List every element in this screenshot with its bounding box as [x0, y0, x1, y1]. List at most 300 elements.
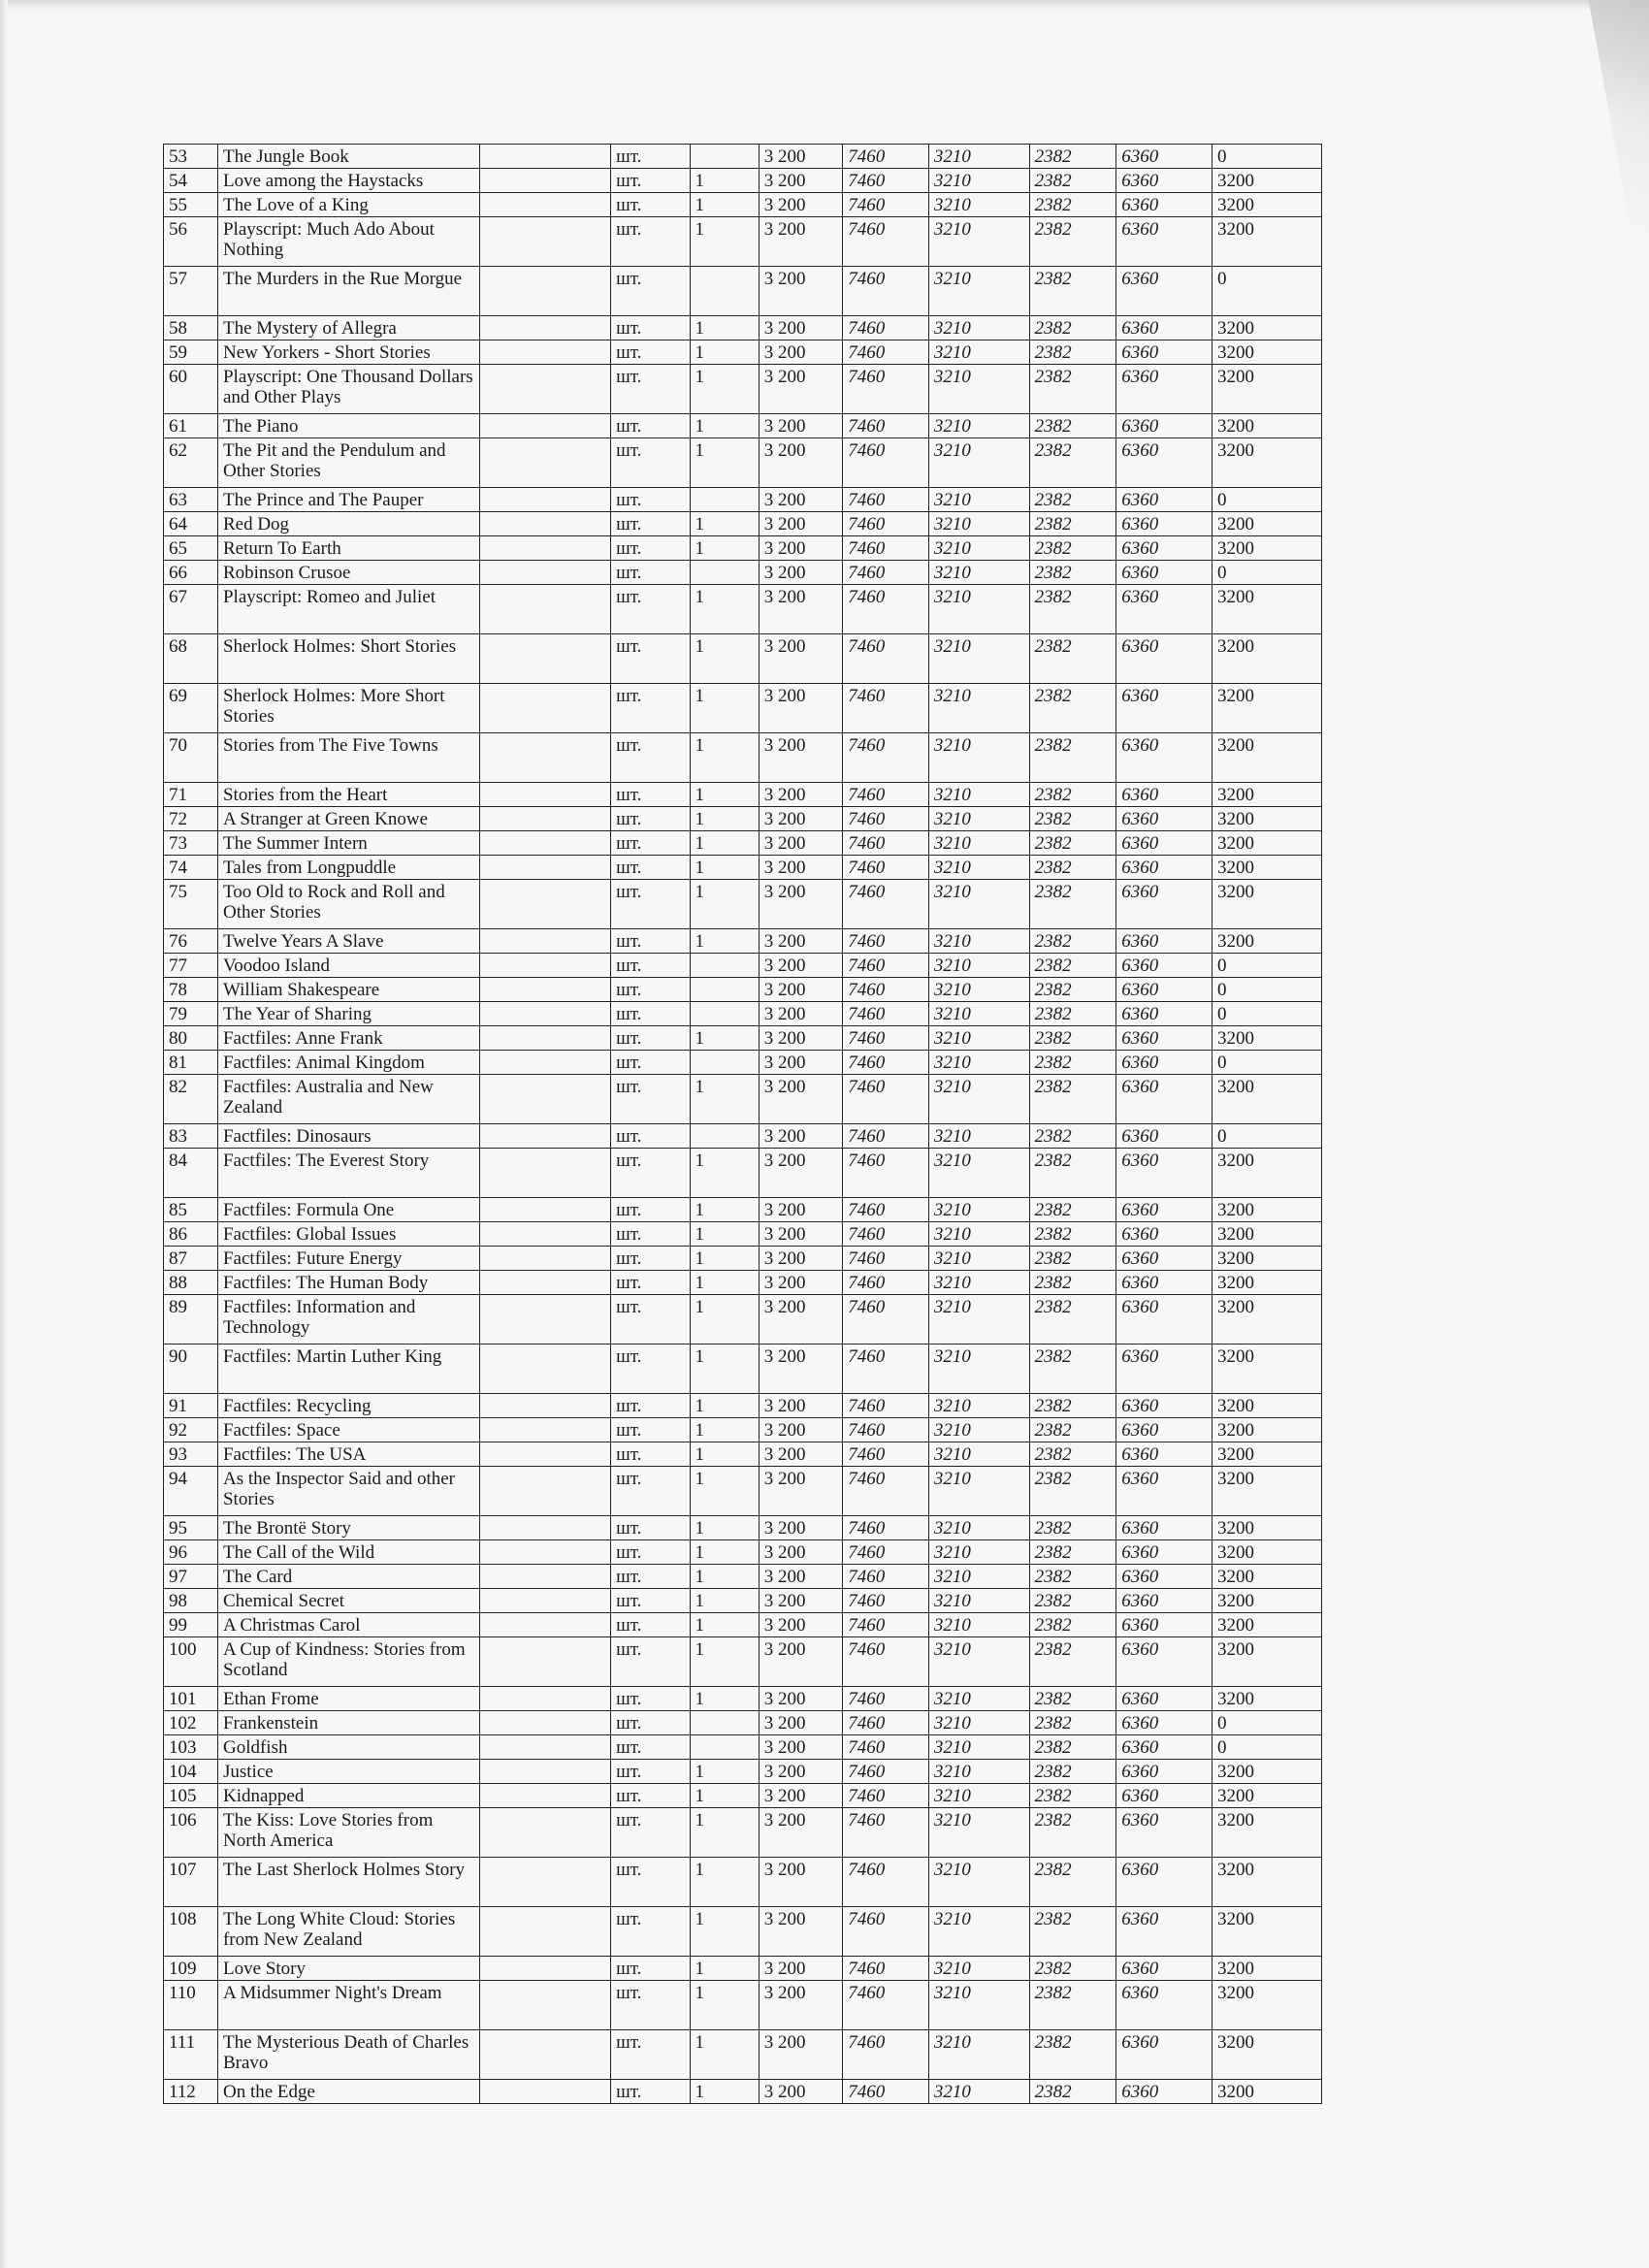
total-cell: 3200: [1212, 856, 1321, 880]
title-cell: Too Old to Rock and Roll and Other Stories: [217, 880, 479, 929]
price-cell: 3 200: [759, 1589, 843, 1613]
total-cell: 3200: [1212, 1222, 1321, 1247]
table-row: [164, 1760, 1322, 1784]
row-number-cell: 100: [164, 1637, 218, 1687]
empty-cell: [479, 1760, 610, 1784]
empty-cell: [479, 561, 610, 585]
value-3-cell: 2382: [1029, 340, 1116, 365]
price-cell: 3 200: [759, 512, 843, 536]
quantity-cell: 1: [690, 1516, 759, 1540]
row-number-cell: 56: [164, 217, 218, 267]
title-cell: Factfiles: Global Issues: [217, 1222, 479, 1247]
row-number-cell: 53: [164, 145, 218, 169]
table-row: [164, 193, 1322, 217]
value-3-cell: 2382: [1029, 1418, 1116, 1442]
value-3-cell: 2382: [1029, 831, 1116, 856]
title-cell: The Murders in the Rue Morgue: [217, 267, 479, 316]
value-3-cell: 2382: [1029, 1858, 1116, 1907]
title-cell: Stories from The Five Towns: [217, 733, 479, 783]
empty-cell: [479, 1345, 610, 1394]
total-cell: 3200: [1212, 193, 1321, 217]
title-cell: Playscript: Romeo and Juliet: [217, 585, 479, 634]
total-cell: 3200: [1212, 1760, 1321, 1784]
empty-cell: [479, 1735, 610, 1760]
table-row: [164, 414, 1322, 438]
title-cell: Stories from the Heart: [217, 783, 479, 807]
value-2-cell: 3210: [928, 1760, 1029, 1784]
value-2-cell: 3210: [928, 1784, 1029, 1808]
value-3-cell: 2382: [1029, 1687, 1116, 1711]
row-number-cell: 105: [164, 1784, 218, 1808]
unit-cell: шт.: [611, 783, 690, 807]
value-3-cell: 2382: [1029, 512, 1116, 536]
unit-cell: шт.: [611, 880, 690, 929]
table-row: [164, 880, 1322, 929]
empty-cell: [479, 585, 610, 634]
table-row: [164, 1271, 1322, 1295]
value-1-cell: 7460: [843, 488, 929, 512]
title-cell: Playscript: Much Ado About Nothing: [217, 217, 479, 267]
price-cell: 3 200: [759, 978, 843, 1002]
value-3-cell: 2382: [1029, 1198, 1116, 1222]
title-cell: Robinson Crusoe: [217, 561, 479, 585]
title-cell: Factfiles: Information and Technology: [217, 1295, 479, 1345]
value-2-cell: 3210: [928, 1516, 1029, 1540]
quantity-cell: 1: [690, 880, 759, 929]
price-cell: 3 200: [759, 365, 843, 414]
title-cell: Voodoo Island: [217, 954, 479, 978]
row-number-cell: 76: [164, 929, 218, 954]
unit-cell: шт.: [611, 856, 690, 880]
title-cell: The Summer Intern: [217, 831, 479, 856]
value-4-cell: 6360: [1116, 880, 1212, 929]
value-3-cell: 2382: [1029, 1907, 1116, 1957]
title-cell: The Mystery of Allegra: [217, 316, 479, 340]
value-1-cell: 7460: [843, 512, 929, 536]
value-2-cell: 3210: [928, 1565, 1029, 1589]
total-cell: 3200: [1212, 2080, 1321, 2104]
table-row: [164, 1442, 1322, 1467]
price-cell: 3 200: [759, 2080, 843, 2104]
price-cell: 3 200: [759, 1442, 843, 1467]
row-number-cell: 95: [164, 1516, 218, 1540]
value-2-cell: 3210: [928, 1222, 1029, 1247]
title-cell: The Jungle Book: [217, 145, 479, 169]
value-4-cell: 6360: [1116, 1711, 1212, 1735]
price-cell: 3 200: [759, 1687, 843, 1711]
value-2-cell: 3210: [928, 856, 1029, 880]
value-4-cell: 6360: [1116, 1247, 1212, 1271]
title-cell: Twelve Years A Slave: [217, 929, 479, 954]
quantity-cell: 1: [690, 831, 759, 856]
row-number-cell: 90: [164, 1345, 218, 1394]
total-cell: 0: [1212, 978, 1321, 1002]
empty-cell: [479, 929, 610, 954]
price-cell: 3 200: [759, 733, 843, 783]
value-4-cell: 6360: [1116, 1026, 1212, 1051]
quantity-cell: 1: [690, 1149, 759, 1198]
price-cell: 3 200: [759, 1051, 843, 1075]
value-1-cell: 7460: [843, 1002, 929, 1026]
row-number-cell: 112: [164, 2080, 218, 2104]
table-row: [164, 1295, 1322, 1345]
total-cell: 3200: [1212, 1589, 1321, 1613]
price-cell: 3 200: [759, 1957, 843, 1981]
value-1-cell: 7460: [843, 1222, 929, 1247]
row-number-cell: 69: [164, 684, 218, 733]
value-4-cell: 6360: [1116, 1467, 1212, 1516]
unit-cell: шт.: [611, 2080, 690, 2104]
total-cell: 3200: [1212, 1540, 1321, 1565]
row-number-cell: 61: [164, 414, 218, 438]
value-3-cell: 2382: [1029, 365, 1116, 414]
unit-cell: шт.: [611, 807, 690, 831]
title-cell: Tales from Longpuddle: [217, 856, 479, 880]
value-1-cell: 7460: [843, 1075, 929, 1124]
price-cell: 3 200: [759, 1467, 843, 1516]
value-4-cell: 6360: [1116, 169, 1212, 193]
empty-cell: [479, 1075, 610, 1124]
value-4-cell: 6360: [1116, 1565, 1212, 1589]
value-4-cell: 6360: [1116, 340, 1212, 365]
value-3-cell: 2382: [1029, 414, 1116, 438]
total-cell: 3200: [1212, 365, 1321, 414]
value-1-cell: 7460: [843, 1247, 929, 1271]
table-row: [164, 831, 1322, 856]
value-4-cell: 6360: [1116, 365, 1212, 414]
value-2-cell: 3210: [928, 1075, 1029, 1124]
quantity-cell: 1: [690, 316, 759, 340]
quantity-cell: 1: [690, 2080, 759, 2104]
price-cell: 3 200: [759, 561, 843, 585]
empty-cell: [479, 414, 610, 438]
row-number-cell: 77: [164, 954, 218, 978]
value-2-cell: 3210: [928, 954, 1029, 978]
value-4-cell: 6360: [1116, 193, 1212, 217]
title-cell: A Stranger at Green Knowe: [217, 807, 479, 831]
value-2-cell: 3210: [928, 1858, 1029, 1907]
quantity-cell: 1: [690, 1981, 759, 2030]
value-1-cell: 7460: [843, 1467, 929, 1516]
row-number-cell: 101: [164, 1687, 218, 1711]
quantity-cell: 1: [690, 1247, 759, 1271]
table-row: [164, 1784, 1322, 1808]
value-4-cell: 6360: [1116, 1613, 1212, 1637]
row-number-cell: 62: [164, 438, 218, 488]
empty-cell: [479, 1784, 610, 1808]
total-cell: 3200: [1212, 2030, 1321, 2080]
value-3-cell: 2382: [1029, 1247, 1116, 1271]
table-row: [164, 145, 1322, 169]
unit-cell: шт.: [611, 733, 690, 783]
price-cell: 3 200: [759, 1124, 843, 1149]
total-cell: 3200: [1212, 1075, 1321, 1124]
unit-cell: шт.: [611, 1637, 690, 1687]
price-cell: 3 200: [759, 1149, 843, 1198]
row-number-cell: 67: [164, 585, 218, 634]
unit-cell: шт.: [611, 978, 690, 1002]
table-row: [164, 2030, 1322, 2080]
value-2-cell: 3210: [928, 1637, 1029, 1687]
value-1-cell: 7460: [843, 1565, 929, 1589]
empty-cell: [479, 1051, 610, 1075]
unit-cell: шт.: [611, 561, 690, 585]
title-cell: Factfiles: Formula One: [217, 1198, 479, 1222]
unit-cell: шт.: [611, 1222, 690, 1247]
price-cell: 3 200: [759, 145, 843, 169]
table-row: [164, 1124, 1322, 1149]
empty-cell: [479, 193, 610, 217]
title-cell: Factfiles: Recycling: [217, 1394, 479, 1418]
value-3-cell: 2382: [1029, 1222, 1116, 1247]
total-cell: 3200: [1212, 1784, 1321, 1808]
unit-cell: шт.: [611, 1760, 690, 1784]
table-row: [164, 1540, 1322, 1565]
title-cell: Factfiles: Space: [217, 1418, 479, 1442]
quantity-cell: 1: [690, 1808, 759, 1858]
value-4-cell: 6360: [1116, 1149, 1212, 1198]
value-4-cell: 6360: [1116, 1295, 1212, 1345]
price-cell: 3 200: [759, 1858, 843, 1907]
value-4-cell: 6360: [1116, 561, 1212, 585]
unit-cell: шт.: [611, 1981, 690, 2030]
unit-cell: шт.: [611, 1687, 690, 1711]
title-cell: The Love of a King: [217, 193, 479, 217]
total-cell: 3200: [1212, 414, 1321, 438]
value-1-cell: 7460: [843, 585, 929, 634]
table-row: [164, 634, 1322, 684]
total-cell: 3200: [1212, 1516, 1321, 1540]
empty-cell: [479, 783, 610, 807]
row-number-cell: 92: [164, 1418, 218, 1442]
value-2-cell: 3210: [928, 807, 1029, 831]
quantity-cell: [690, 954, 759, 978]
row-number-cell: 55: [164, 193, 218, 217]
value-3-cell: 2382: [1029, 1565, 1116, 1589]
scan-left-edge: [0, 0, 8, 2268]
value-3-cell: 2382: [1029, 954, 1116, 978]
value-2-cell: 3210: [928, 1687, 1029, 1711]
value-1-cell: 7460: [843, 831, 929, 856]
value-4-cell: 6360: [1116, 783, 1212, 807]
empty-cell: [479, 2080, 610, 2104]
row-number-cell: 107: [164, 1858, 218, 1907]
value-2-cell: 3210: [928, 1735, 1029, 1760]
value-1-cell: 7460: [843, 1981, 929, 2030]
empty-cell: [479, 1907, 610, 1957]
title-cell: Factfiles: The Everest Story: [217, 1149, 479, 1198]
value-2-cell: 3210: [928, 1247, 1029, 1271]
quantity-cell: 1: [690, 585, 759, 634]
value-3-cell: 2382: [1029, 1442, 1116, 1467]
total-cell: 0: [1212, 1051, 1321, 1075]
value-3-cell: 2382: [1029, 1051, 1116, 1075]
empty-cell: [479, 1589, 610, 1613]
empty-cell: [479, 831, 610, 856]
quantity-cell: 1: [690, 1026, 759, 1051]
empty-cell: [479, 1149, 610, 1198]
book-price-table: [163, 144, 1322, 2104]
table-row: [164, 1957, 1322, 1981]
price-cell: 3 200: [759, 1613, 843, 1637]
unit-cell: шт.: [611, 831, 690, 856]
value-2-cell: 3210: [928, 488, 1029, 512]
value-2-cell: 3210: [928, 2030, 1029, 2080]
quantity-cell: [690, 1051, 759, 1075]
row-number-cell: 78: [164, 978, 218, 1002]
value-4-cell: 6360: [1116, 1418, 1212, 1442]
value-4-cell: 6360: [1116, 1516, 1212, 1540]
row-number-cell: 111: [164, 2030, 218, 2080]
row-number-cell: 97: [164, 1565, 218, 1589]
total-cell: 3200: [1212, 1957, 1321, 1981]
unit-cell: шт.: [611, 536, 690, 561]
empty-cell: [479, 217, 610, 267]
row-number-cell: 99: [164, 1613, 218, 1637]
row-number-cell: 81: [164, 1051, 218, 1075]
table-row: [164, 438, 1322, 488]
quantity-cell: 1: [690, 414, 759, 438]
value-3-cell: 2382: [1029, 1613, 1116, 1637]
value-3-cell: 2382: [1029, 634, 1116, 684]
quantity-cell: 1: [690, 1442, 759, 1467]
total-cell: 3200: [1212, 1858, 1321, 1907]
unit-cell: шт.: [611, 1149, 690, 1198]
value-3-cell: 2382: [1029, 488, 1116, 512]
value-3-cell: 2382: [1029, 1516, 1116, 1540]
value-2-cell: 3210: [928, 512, 1029, 536]
title-cell: The Card: [217, 1565, 479, 1589]
value-4-cell: 6360: [1116, 1124, 1212, 1149]
empty-cell: [479, 880, 610, 929]
value-4-cell: 6360: [1116, 438, 1212, 488]
table-row: [164, 1516, 1322, 1540]
quantity-cell: [690, 1711, 759, 1735]
unit-cell: шт.: [611, 1295, 690, 1345]
value-3-cell: 2382: [1029, 316, 1116, 340]
empty-cell: [479, 1540, 610, 1565]
row-number-cell: 102: [164, 1711, 218, 1735]
value-2-cell: 3210: [928, 340, 1029, 365]
value-4-cell: 6360: [1116, 2080, 1212, 2104]
row-number-cell: 70: [164, 733, 218, 783]
unit-cell: шт.: [611, 1418, 690, 1442]
total-cell: 0: [1212, 1735, 1321, 1760]
value-4-cell: 6360: [1116, 1808, 1212, 1858]
price-cell: 3 200: [759, 1907, 843, 1957]
value-4-cell: 6360: [1116, 1271, 1212, 1295]
value-4-cell: 6360: [1116, 536, 1212, 561]
title-cell: The Kiss: Love Stories from North America: [217, 1808, 479, 1858]
quantity-cell: 1: [690, 684, 759, 733]
value-1-cell: 7460: [843, 1051, 929, 1075]
empty-cell: [479, 1565, 610, 1589]
empty-cell: [479, 1002, 610, 1026]
value-2-cell: 3210: [928, 1808, 1029, 1858]
value-1-cell: 7460: [843, 783, 929, 807]
value-1-cell: 7460: [843, 1271, 929, 1295]
title-cell: Sherlock Holmes: More Short Stories: [217, 684, 479, 733]
quantity-cell: 1: [690, 1418, 759, 1442]
row-number-cell: 73: [164, 831, 218, 856]
title-cell: New Yorkers - Short Stories: [217, 340, 479, 365]
quantity-cell: [690, 1124, 759, 1149]
value-4-cell: 6360: [1116, 488, 1212, 512]
total-cell: 3200: [1212, 1565, 1321, 1589]
value-1-cell: 7460: [843, 880, 929, 929]
table-row: [164, 1589, 1322, 1613]
value-3-cell: 2382: [1029, 929, 1116, 954]
value-3-cell: 2382: [1029, 1711, 1116, 1735]
value-3-cell: 2382: [1029, 1735, 1116, 1760]
table-row: [164, 512, 1322, 536]
total-cell: 0: [1212, 1002, 1321, 1026]
price-cell: 3 200: [759, 488, 843, 512]
quantity-cell: 1: [690, 438, 759, 488]
row-number-cell: 79: [164, 1002, 218, 1026]
quantity-cell: 1: [690, 1637, 759, 1687]
value-4-cell: 6360: [1116, 414, 1212, 438]
title-cell: Chemical Secret: [217, 1589, 479, 1613]
quantity-cell: 1: [690, 783, 759, 807]
row-number-cell: 88: [164, 1271, 218, 1295]
value-2-cell: 3210: [928, 1002, 1029, 1026]
unit-cell: шт.: [611, 1589, 690, 1613]
price-cell: 3 200: [759, 316, 843, 340]
value-3-cell: 2382: [1029, 684, 1116, 733]
value-1-cell: 7460: [843, 1149, 929, 1198]
price-cell: 3 200: [759, 1026, 843, 1051]
price-cell: 3 200: [759, 1735, 843, 1760]
quantity-cell: 1: [690, 365, 759, 414]
value-1-cell: 7460: [843, 807, 929, 831]
row-number-cell: 65: [164, 536, 218, 561]
price-cell: 3 200: [759, 807, 843, 831]
quantity-cell: 1: [690, 1075, 759, 1124]
value-2-cell: 3210: [928, 267, 1029, 316]
title-cell: A Midsummer Night's Dream: [217, 1981, 479, 2030]
empty-cell: [479, 1711, 610, 1735]
value-2-cell: 3210: [928, 1051, 1029, 1075]
price-cell: 3 200: [759, 1760, 843, 1784]
title-cell: The Year of Sharing: [217, 1002, 479, 1026]
value-2-cell: 3210: [928, 1589, 1029, 1613]
value-1-cell: 7460: [843, 1589, 929, 1613]
value-1-cell: 7460: [843, 1516, 929, 1540]
empty-cell: [479, 1858, 610, 1907]
value-4-cell: 6360: [1116, 1075, 1212, 1124]
table-row: [164, 1687, 1322, 1711]
total-cell: 3200: [1212, 684, 1321, 733]
value-1-cell: 7460: [843, 733, 929, 783]
value-2-cell: 3210: [928, 217, 1029, 267]
unit-cell: шт.: [611, 1858, 690, 1907]
unit-cell: шт.: [611, 1784, 690, 1808]
total-cell: 3200: [1212, 1613, 1321, 1637]
row-number-cell: 82: [164, 1075, 218, 1124]
empty-cell: [479, 733, 610, 783]
price-cell: 3 200: [759, 1711, 843, 1735]
value-1-cell: 7460: [843, 929, 929, 954]
price-cell: 3 200: [759, 831, 843, 856]
row-number-cell: 110: [164, 1981, 218, 2030]
value-3-cell: 2382: [1029, 807, 1116, 831]
quantity-cell: 1: [690, 929, 759, 954]
value-4-cell: 6360: [1116, 267, 1212, 316]
value-4-cell: 6360: [1116, 316, 1212, 340]
unit-cell: шт.: [611, 1075, 690, 1124]
total-cell: 3200: [1212, 807, 1321, 831]
